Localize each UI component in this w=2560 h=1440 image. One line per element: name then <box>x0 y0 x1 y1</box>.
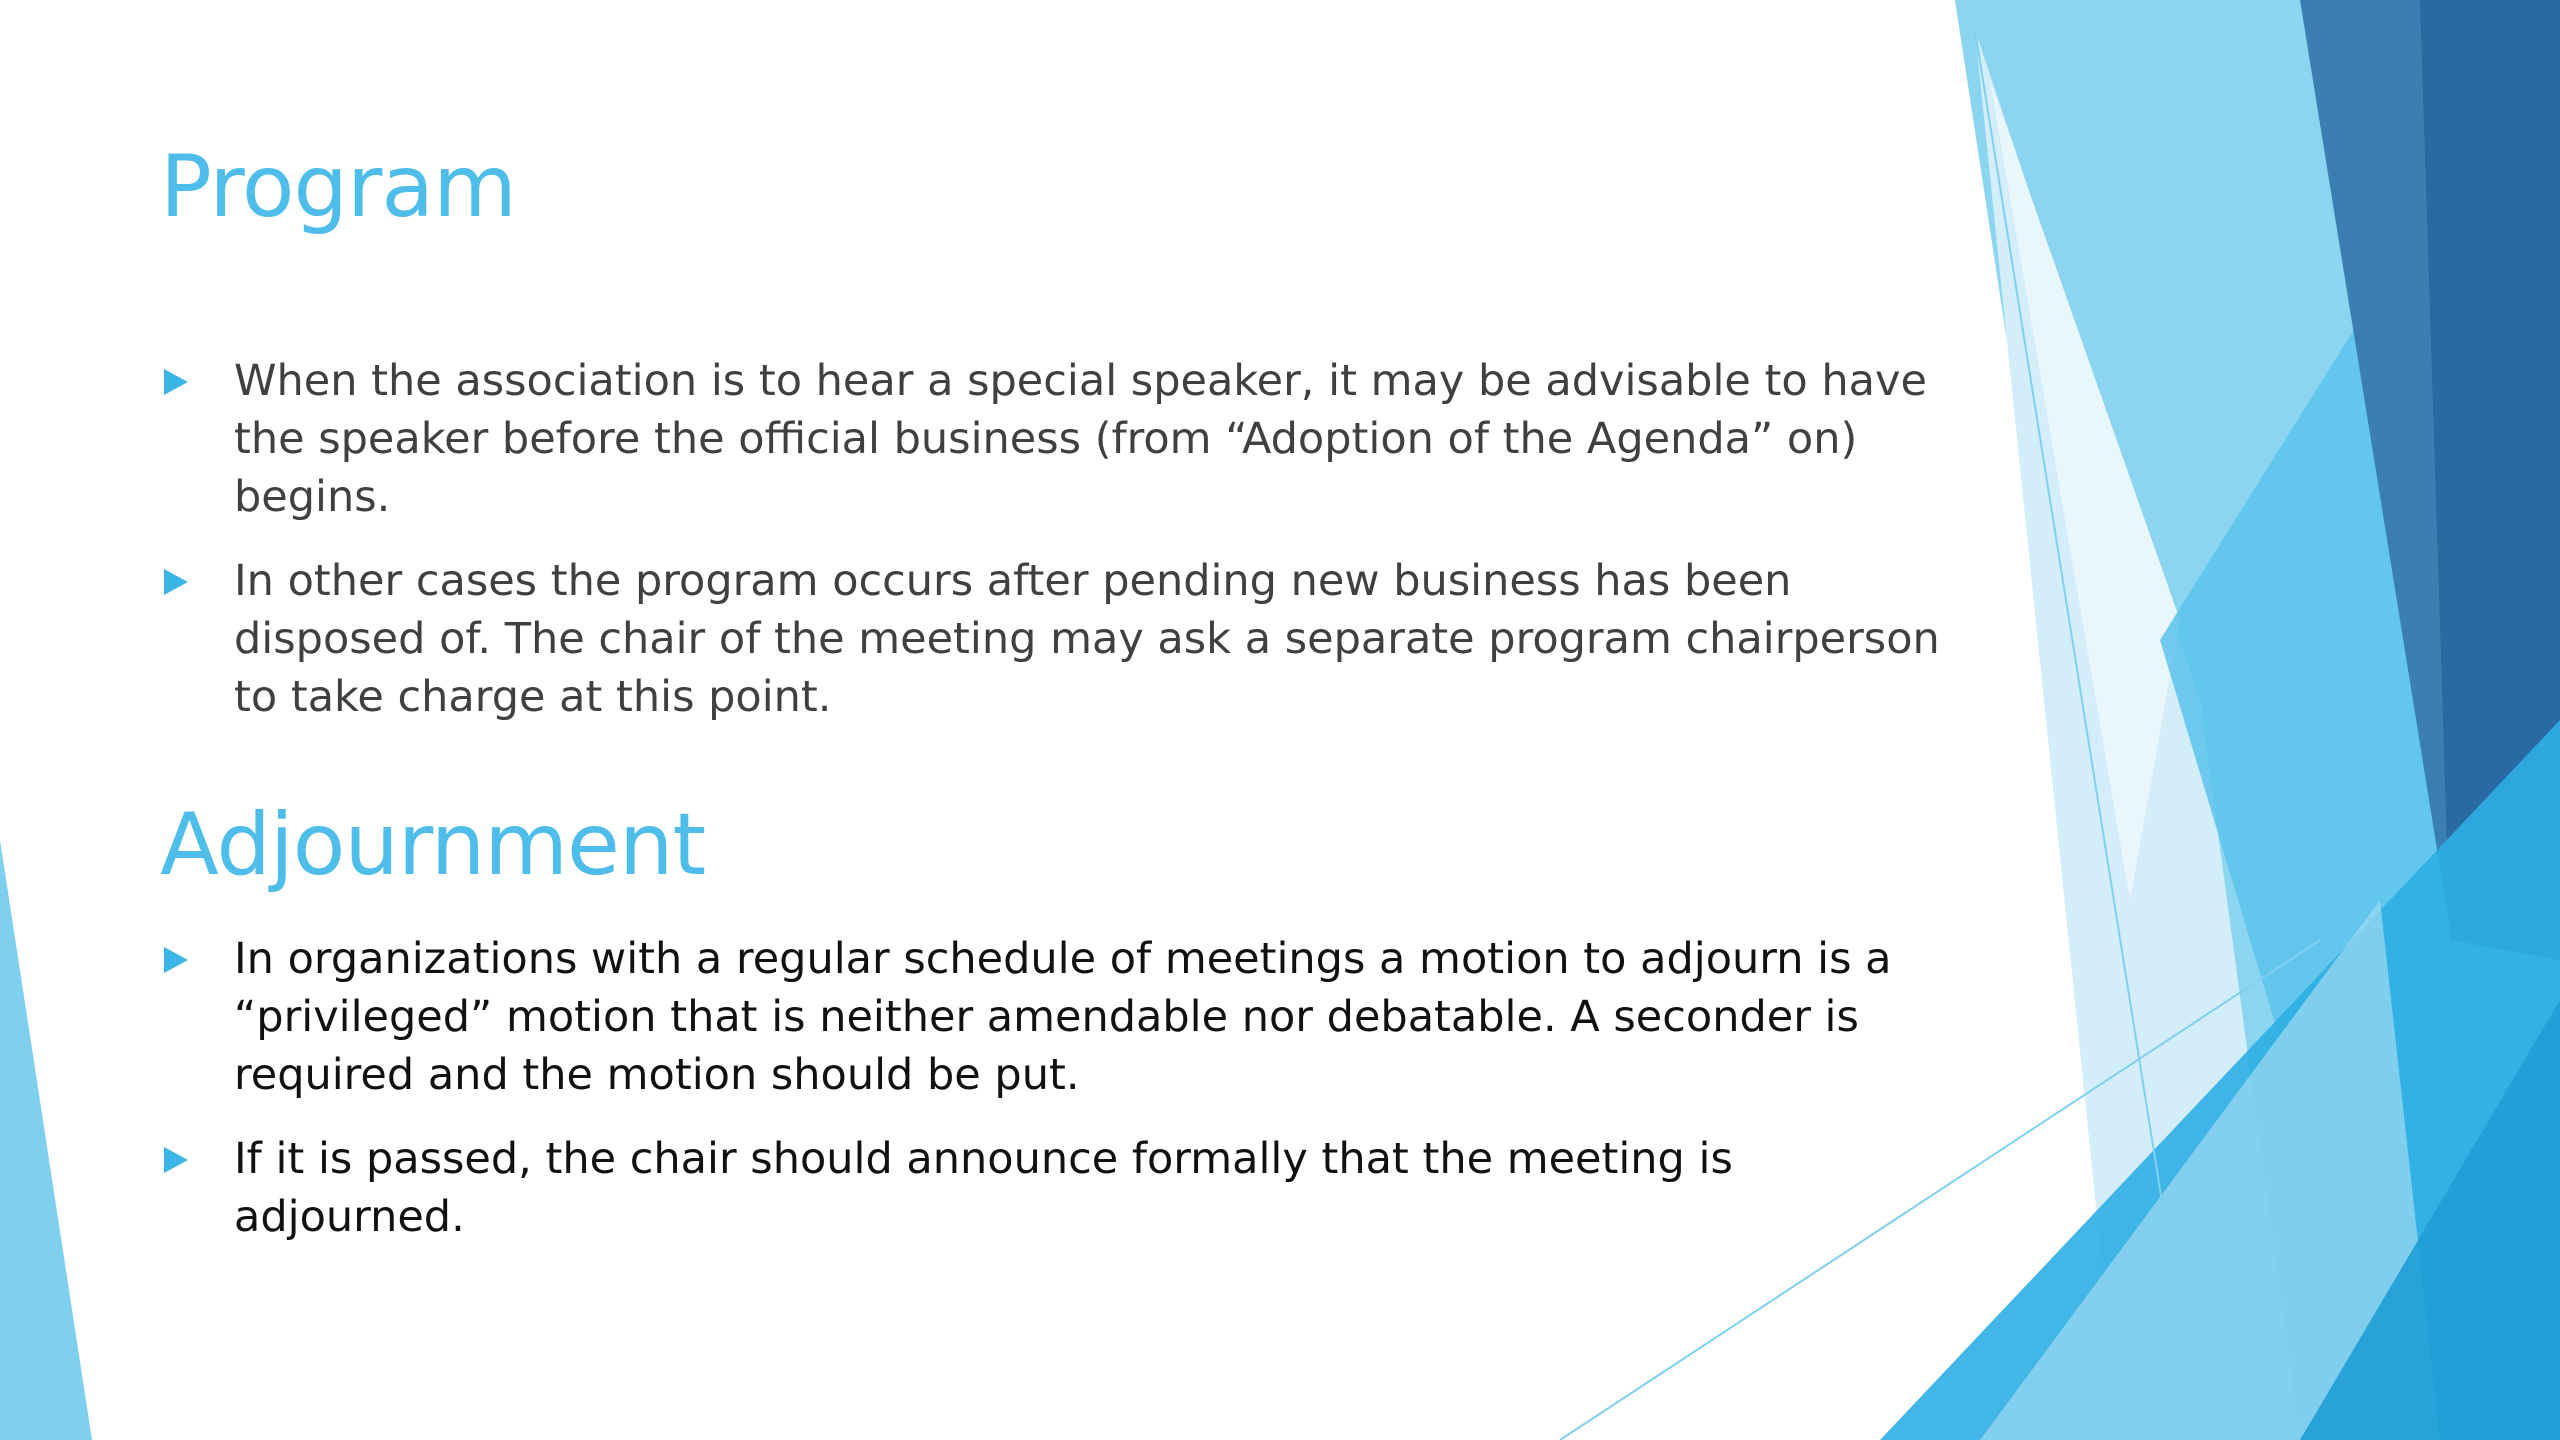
bullet-item <box>160 930 1960 1104</box>
bullet-arrow-icon <box>164 947 188 973</box>
bullet-list-adjournment <box>160 930 1960 1272</box>
slide-content <box>160 0 1960 1440</box>
bullet-list-program <box>160 352 1960 752</box>
section-title-program: Program <box>160 137 516 237</box>
bullet-arrow-icon <box>164 569 188 595</box>
bullet-item <box>160 552 1960 726</box>
bullet-item <box>160 1130 1960 1246</box>
section-title-adjournment: Adjournment <box>160 795 706 895</box>
bullet-text: In other cases the program occurs after pending new business has been disposed of. The chair of the meeting may ask a separate program chairperson to take charge at this point. <box>234 556 1940 722</box>
left-accent-sliver <box>0 840 92 1440</box>
bullet-text: In organizations with a regular schedule of meetings a motion to adjourn is a “privileged” motion that is neither amendable nor debatable. A seconder is required and the motion should be put. <box>234 934 1892 1100</box>
bullet-arrow-icon <box>164 369 188 395</box>
bullet-item <box>160 352 1960 526</box>
bullet-arrow-icon <box>164 1147 188 1173</box>
bullet-text: When the association is to hear a special speaker, it may be advisable to have the speaker before the official business (from “Adoption of the Agenda” on) begins. <box>234 356 1927 522</box>
bullet-text: If it is passed, the chair should announce formally that the meeting is adjourned. <box>234 1134 1733 1242</box>
